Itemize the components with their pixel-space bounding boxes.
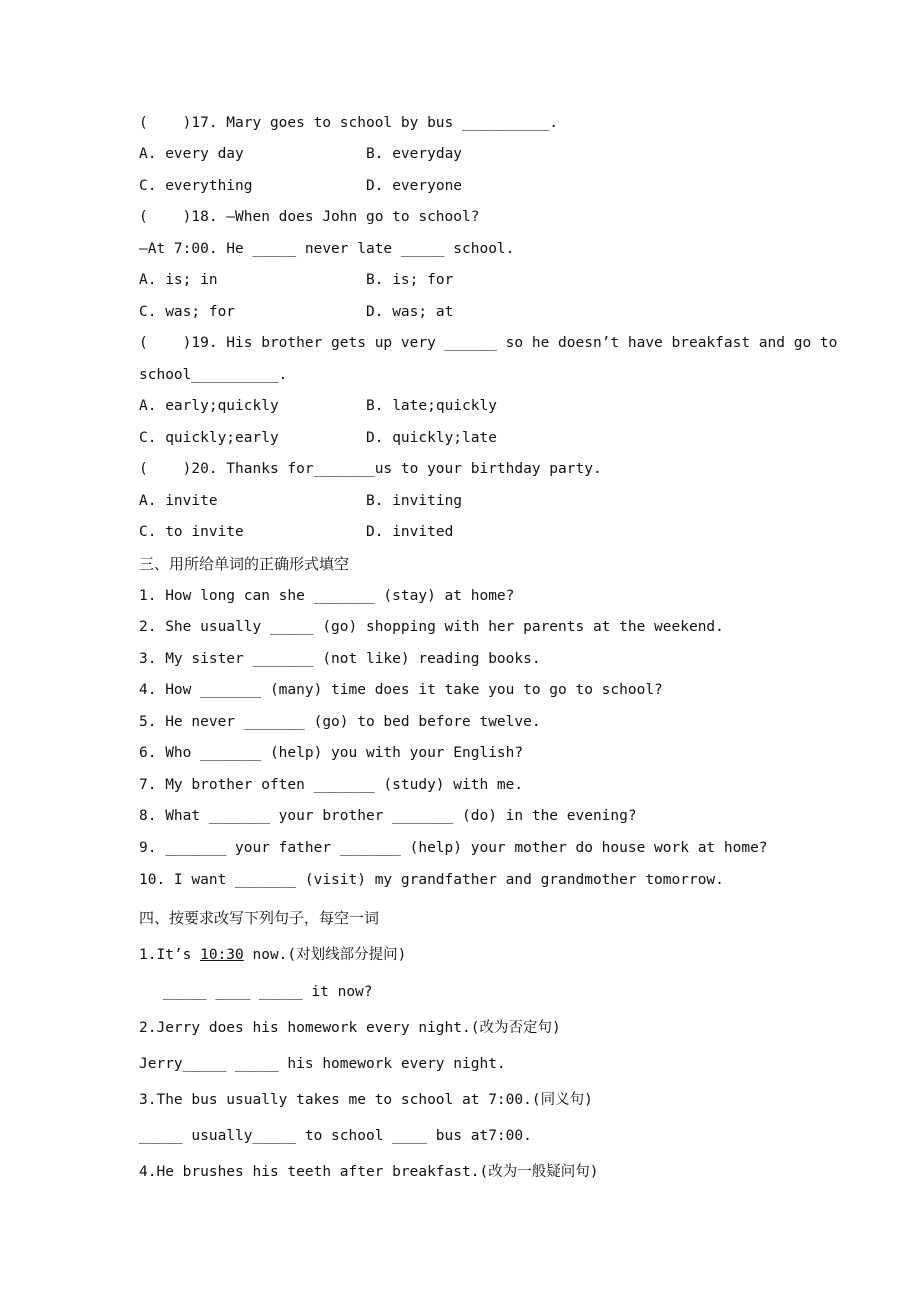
q20-option-b: B. inviting: [366, 493, 463, 509]
q1-underlined-time: 10:30: [200, 947, 244, 963]
section3-item: 8. What _______ your brother _______ (do) in the evening?: [139, 808, 637, 824]
section3-item: 9. _______ your father _______ (help) your mother do house work at home?: [139, 840, 768, 856]
q17-option-a: A. every day: [139, 146, 244, 162]
section3-title: 三、用所给单词的正确形式填空: [139, 555, 350, 573]
q17-option-b: B. everyday: [366, 146, 463, 162]
section4-q2-stem: 2.Jerry does his homework every night.(改为否定句): [139, 1020, 561, 1036]
section4-q4-stem: 4.He brushes his teeth after breakfast.(改为一般疑问句): [139, 1164, 599, 1180]
q20-stem: ( )20. Thanks for_______us to your birthday party.: [139, 461, 602, 477]
q1-stem-post: now.(对划线部分提问): [243, 947, 407, 963]
q18-option-a: A. is; in: [139, 272, 218, 288]
q18-option-c: C. was; for: [139, 304, 236, 320]
q18-option-b: B. is; for: [366, 272, 454, 288]
section3-item: 3. My sister _______ (not like) reading books.: [139, 651, 541, 667]
q17-stem: ( )17. Mary goes to school by bus __________.: [139, 115, 559, 131]
section3-item: 5. He never _______ (go) to bed before twelve.: [139, 714, 541, 730]
section4-q1-answer: _____ ____ _____ it now?: [163, 984, 373, 1000]
q20-option-c: C. to invite: [139, 524, 244, 540]
section3-item: 2. She usually _____ (go) shopping with her parents at the weekend.: [139, 619, 724, 635]
section4-q3-answer: _____ usually_____ to school ____ bus at7:00.: [139, 1128, 532, 1144]
section3-item: 7. My brother often _______ (study) with me.: [139, 777, 524, 793]
q19-option-d: D. quickly;late: [366, 430, 497, 446]
q20-option-d: D. invited: [366, 524, 454, 540]
q1-stem-pre: 1.It’s: [139, 947, 201, 963]
q18-option-d: D. was; at: [366, 304, 454, 320]
section3-item: 1. How long can she _______ (stay) at home?: [139, 588, 515, 604]
q19-option-a: A. early;quickly: [139, 398, 279, 414]
q19-option-b: B. late;quickly: [366, 398, 497, 414]
section3-item: 4. How _______ (many) time does it take you to go to school?: [139, 682, 663, 698]
q18-stem: ( )18. —When does John go to school?: [139, 209, 480, 225]
section3-item: 10. I want _______ (visit) my grandfather and grandmother tomorrow.: [139, 872, 724, 888]
section4-q2-answer: Jerry_____ _____ his homework every night.: [139, 1056, 506, 1072]
section4-q3-stem: 3.The bus usually takes me to school at 7:00.(同义句): [139, 1092, 593, 1108]
section4-q1-stem: [139, 946, 406, 964]
section4-title: 四、按要求改写下列句子，每空一词: [139, 909, 380, 927]
q17-option-c: C. everything: [139, 178, 253, 194]
section3-item: 6. Who _______ (help) you with your English?: [139, 745, 524, 761]
q19-stem: ( )19. His brother gets up very ______ so he doesn’t have breakfast and go to: [139, 335, 838, 351]
q17-option-d: D. everyone: [366, 178, 463, 194]
q18-stem-2: —At 7:00. He _____ never late _____ school.: [139, 241, 515, 257]
q19-stem-2: school__________.: [139, 367, 288, 383]
q20-option-a: A. invite: [139, 493, 218, 509]
q19-option-c: C. quickly;early: [139, 430, 279, 446]
